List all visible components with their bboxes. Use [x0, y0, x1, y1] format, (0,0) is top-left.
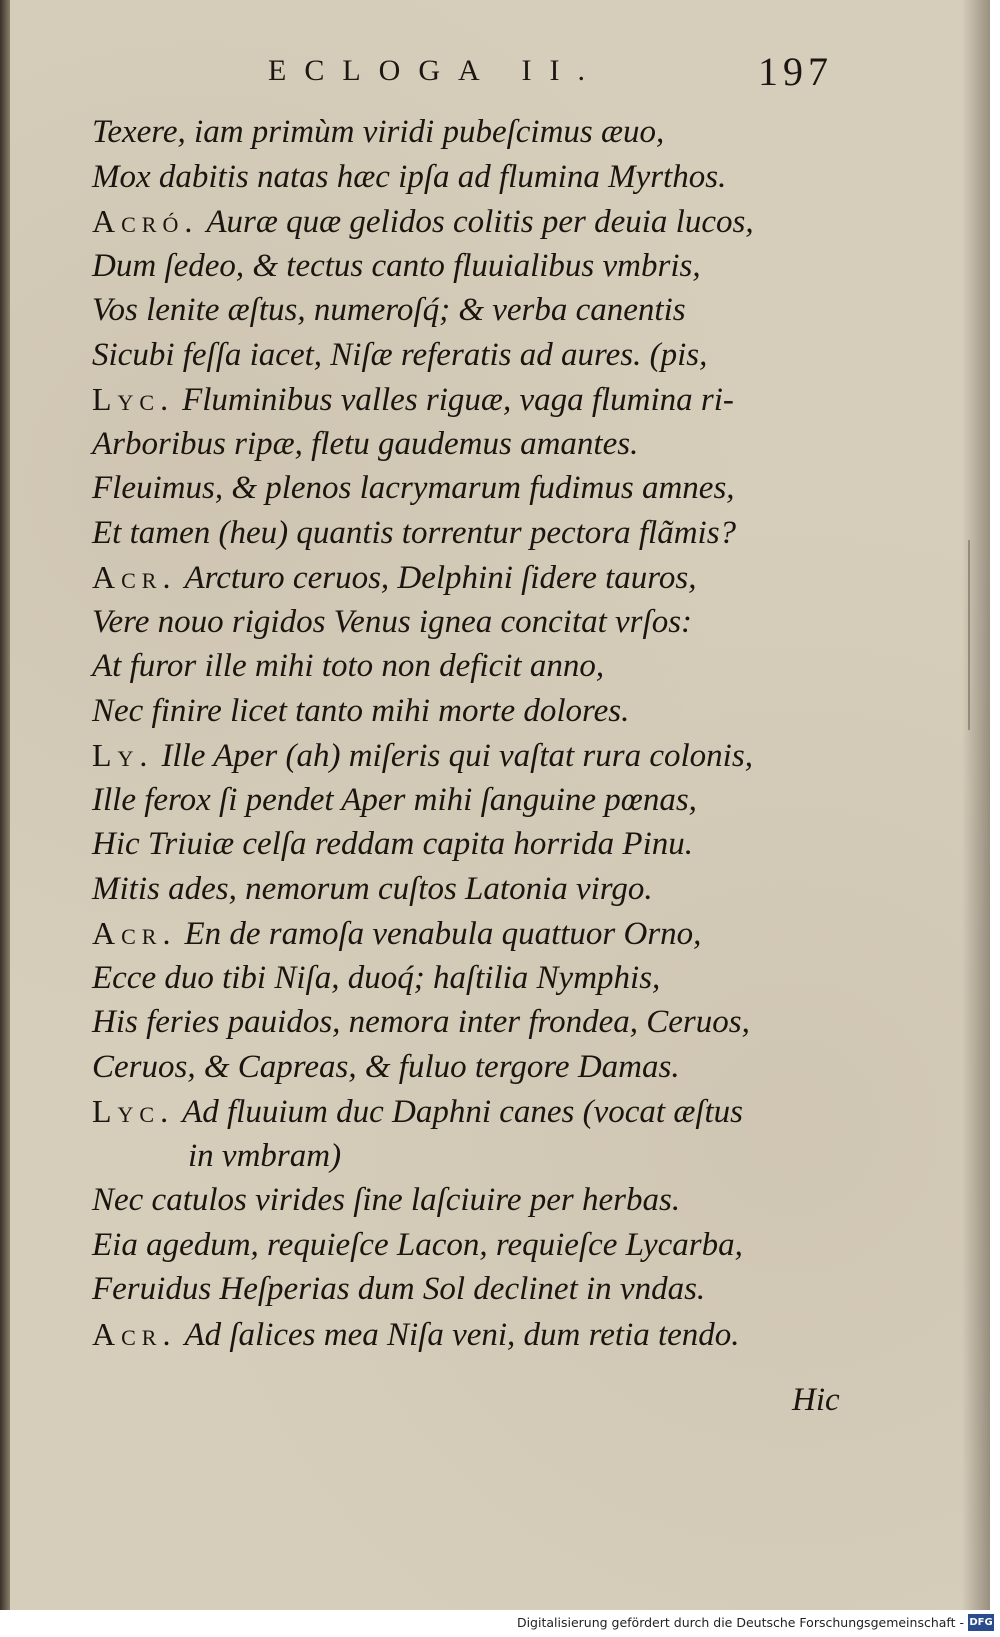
verse-text: Fluminibus valles riguæ, vaga flumina ri- [182, 382, 734, 418]
verse-text: Fleuimus, & plenos lacrymarum fudimus amnes, [92, 470, 735, 506]
verse-line [92, 155, 852, 200]
verse-line [92, 288, 852, 333]
verse-text: At furor ille mihi toto non deficit anno, [92, 648, 605, 684]
verse-line [92, 911, 852, 956]
verse-line [92, 1134, 852, 1179]
speaker-label: Acr. [92, 559, 177, 595]
verse-line [92, 778, 852, 823]
verse-text: Vos lenite æſtus, numeroſq́; & verba canentis [92, 292, 686, 328]
verse-text: Ille Aper (ah) miſeris qui vaſtat rura colonis, [161, 738, 753, 774]
page-header [0, 48, 1000, 98]
poem-text-block [92, 110, 852, 1356]
verse-text: Auræ quæ gelidos colitis per deuia lucos, [206, 204, 754, 240]
running-title: ECLOGA II. [268, 54, 603, 87]
verse-text: Eia agedum, requieſce Lacon, requieſce Lycarba, [92, 1226, 743, 1263]
page-shadow [962, 0, 990, 1610]
verse-text: Et tamen (heu) quantis torrentur pectora flãmis? [92, 514, 737, 551]
verse-line [92, 110, 852, 155]
verse-text: Ad fluuium duc Daphni canes (vocat æſtus [182, 1094, 744, 1130]
verse-text: Nec catulos virides ſine laſciuire per herbas. [92, 1182, 681, 1218]
verse-text: His feries pauidos, nemora inter frondea, Ceruos, [92, 1004, 750, 1040]
verse-text: Arboribus ripæ, fletu gaudemus amantes. [92, 425, 639, 462]
speaker-label: Acró. [92, 203, 199, 239]
verse-text: Hic Triuiæ celſa reddam capita horrida Pinu. [92, 826, 694, 862]
verse-line [92, 1267, 852, 1312]
verse-text: Ad ſalices mea Niſa veni, dum retia tendo. [184, 1316, 740, 1353]
speaker-label: Acr. [92, 915, 177, 951]
verse-line [92, 199, 852, 244]
verse-text: Ceruos, & Capreas, & fuluo tergore Damas. [92, 1048, 680, 1085]
verse-line [92, 733, 852, 778]
funding-credit: Digitalisierung gefördert durch die Deutsche Forschungsgemeinschaft - [516, 1615, 964, 1630]
speaker-label: Lyc. [92, 381, 175, 417]
verse-line [92, 1312, 852, 1357]
speaker-label: Ly. [92, 737, 154, 773]
speaker-label: Acr. [92, 1315, 177, 1352]
verse-line [92, 511, 852, 556]
verse-line [92, 1089, 852, 1134]
speaker-label: Lyc. [92, 1093, 175, 1129]
verse-line [92, 1045, 852, 1090]
verse-text: Dum ſedeo, & tectus canto fluuialibus vmbris, [92, 247, 701, 284]
catchword: Hic [792, 1382, 840, 1418]
verse-line [92, 1223, 852, 1268]
dfg-logo: DFG [968, 1614, 994, 1631]
verse-line [92, 333, 852, 378]
verse-text: in vmbram) [188, 1137, 342, 1174]
verse-text: Ille ferox ſi pendet Aper mihi ſanguine pœnas, [92, 781, 697, 818]
verse-text: En de ramoſa venabula quattuor Orno, [184, 916, 702, 952]
verse-line [92, 466, 852, 511]
verse-line [92, 867, 852, 912]
binding-edge [0, 0, 10, 1610]
verse-text: Mox dabitis natas hæc ipſa ad flumina Myrthos. [92, 158, 727, 195]
verse-text: Ecce duo tibi Niſa, duoq́; haſtilia Nymphis, [92, 959, 661, 996]
verse-text: Nec finire licet tanto mihi morte dolores. [92, 692, 630, 729]
verse-text: Sicubi feſſa iacet, Niſæ referatis ad aures. (pis, [92, 336, 708, 373]
verse-line [92, 600, 852, 645]
verse-line [92, 956, 852, 1001]
verse-line [92, 244, 852, 289]
verse-text: Vere nouo rigidos Venus ignea concitat vrſos: [92, 603, 693, 640]
verse-text: Feruidus Heſperias dum Sol declinet in vndas. [92, 1271, 706, 1307]
verse-text: Arcturo ceruos, Delphini ſidere tauros, [184, 560, 697, 596]
verse-line [92, 1000, 852, 1045]
verse-line [92, 644, 852, 689]
verse-line [92, 689, 852, 734]
page-number: 197 [758, 49, 833, 94]
verse-line [92, 422, 852, 467]
paper-fold-mark [968, 540, 988, 730]
verse-line [92, 555, 852, 600]
digitization-footer [0, 1610, 1000, 1637]
verse-text: Mitis ades, nemorum cuſtos Latonia virgo. [92, 870, 653, 907]
verse-line [92, 822, 852, 867]
verse-line [92, 377, 852, 422]
verse-line [92, 1178, 852, 1223]
verse-text: Texere, iam primùm viridi pubeſcimus æuo, [92, 114, 665, 150]
